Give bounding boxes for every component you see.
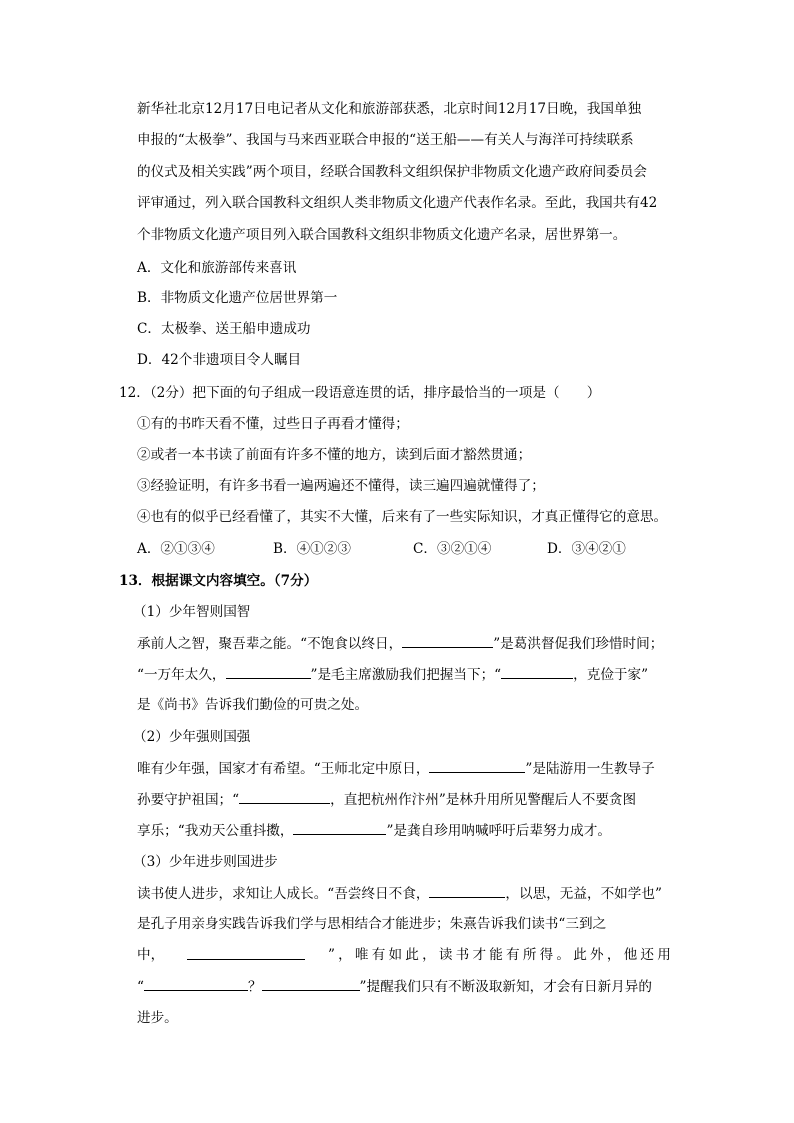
q12-stem: 12．（2分）把下面的句子组成一段语意连贯的话，排序最恰当的一项是（ ） <box>119 385 601 401</box>
q13-stem: 13．根据课文内容填空。（7分） <box>119 573 318 589</box>
q13-s1-line-3: 是《尚书》告诉我们勤俭的可贵之处。 <box>137 697 369 713</box>
text: 孙要守护祖国；“ <box>137 792 240 808</box>
text: 唯有少年强，国家才有希望。“王师北定中原日， <box>137 761 430 777</box>
q12-option-c: C．③②①④ <box>413 541 492 557</box>
q12-sentence-1: ①有的书昨天看不懂，过些日子再看才懂得； <box>137 416 409 432</box>
q11-option-b: B．非物质文化遗产位居世界第一 <box>137 290 338 306</box>
q13-s1-line-1 <box>137 634 663 653</box>
text: “一万年太久， <box>137 667 226 683</box>
text: ，以思，无益，不如学也” <box>505 886 662 902</box>
text: ，克俭于家” <box>573 667 649 683</box>
q12-sentence-4: ④也有的似乎已经看懂了，其实不大懂，后来有了一些实际知识，才真正懂得它的意思。 <box>137 509 668 525</box>
q13-section-2-title: （2）少年强则国强 <box>133 729 251 745</box>
fill-blank[interactable] <box>429 759 525 773</box>
text: ”是毛主席激励我们把握当下；“ <box>310 667 502 683</box>
text: ”提醒我们只有不断汲取新知，才会有日新月异的 <box>359 979 652 995</box>
q11-option-c: C．太极拳、送王船申遗成功 <box>137 321 311 337</box>
q13-s3-line-1 <box>137 884 662 903</box>
q13-s2-line-2 <box>137 790 636 809</box>
fill-blank[interactable] <box>262 977 360 991</box>
fill-blank[interactable] <box>144 977 248 991</box>
q12-option-d: D．③④②① <box>547 541 626 557</box>
q12-sentence-2: ②或者一本书读了前面有许多不懂的地方，读到后面才豁然贯通； <box>137 447 532 463</box>
q11-option-d: D．42个非遗项目令人瞩目 <box>137 352 302 368</box>
q13-s3-line-3 <box>137 946 674 964</box>
text: 读书使人进步，求知让人成长。“吾尝终日不食， <box>137 886 430 902</box>
fill-blank[interactable] <box>187 946 305 960</box>
passage-line-5: 个非物质文化遗产项目列入联合国教科文组织非物质文化遗产名录，居世界第一。 <box>137 227 627 243</box>
passage-line-4: 评审通过，列入联合国教科文组织人类非物质文化遗产代表作名录。至此，我国共有42 <box>137 195 658 211</box>
text: 享乐；“我劝天公重抖擞， <box>137 823 294 839</box>
text: 承前人之智，聚吾辈之能。“不饱食以终日， <box>137 636 403 652</box>
text: ，直把杭州作汴州”是林升用所见警醒后人不要贪图 <box>330 792 637 808</box>
q13-s3-line-4 <box>137 977 652 996</box>
text: “ <box>137 979 144 995</box>
fill-blank[interactable] <box>501 665 573 679</box>
text: ”是陆游用一生教导子 <box>525 761 655 777</box>
text: ”，唯有如此，读书才能有所得。此外，他还用 <box>327 947 674 963</box>
q13-s3-line-2: 是孔子用亲身实践告诉我们学与思相结合才能进步；朱熹告诉我们读书“三到之 <box>137 916 607 932</box>
text: ”是葛洪督促我们珍惜时间； <box>493 636 664 652</box>
passage-line-2: 申报的“太极拳”、我国与马来西亚联合申报的“送王船——有关人与海洋可持续联系 <box>137 132 634 148</box>
text: ”是龚自珍用呐喊呼吁后辈努力成才。 <box>386 823 611 839</box>
q13-section-3-title: （3）少年进步则国进步 <box>133 854 278 870</box>
q12-option-a: A．②①③④ <box>137 541 215 557</box>
passage-line-1: 新华社北京12月17日电记者从文化和旅游部获悉，北京时间12月17日晚，我国单独 <box>137 101 642 117</box>
q13-s2-line-1 <box>137 759 655 778</box>
q13-s2-line-3 <box>137 821 611 840</box>
text: ？ <box>247 979 262 995</box>
q12-options <box>137 540 626 558</box>
fill-blank[interactable] <box>429 884 505 898</box>
q13-s3-line-5: 进步。 <box>137 1010 178 1026</box>
passage-line-3: 的仪式及相关实践”两个项目，经联合国教科文组织保护非物质文化遗产政府间委员会 <box>137 164 647 180</box>
text: 中， <box>137 947 165 963</box>
fill-blank[interactable] <box>239 790 330 804</box>
fill-blank[interactable] <box>402 634 493 648</box>
q12-option-b: B．④①②③ <box>273 541 351 557</box>
q12-sentence-3: ③经验证明，有许多书看一遍两遍还不懂得，读三遍四遍就懂得了； <box>137 478 545 494</box>
fill-blank[interactable] <box>293 821 386 835</box>
q11-option-a: A．文化和旅游部传来喜讯 <box>137 260 297 276</box>
q13-s1-line-2 <box>137 665 648 684</box>
fill-blank[interactable] <box>226 665 311 679</box>
q13-section-1-title: （1）少年智则国智 <box>133 604 251 620</box>
